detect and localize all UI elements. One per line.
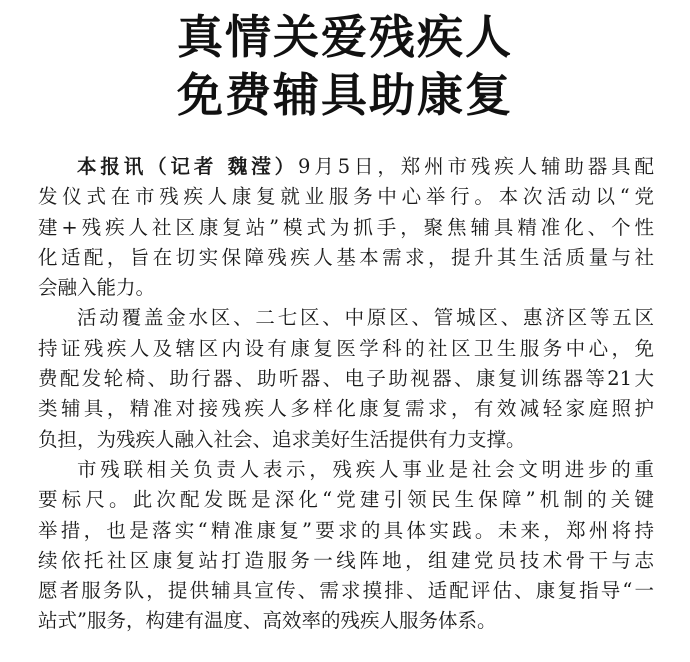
article-line: 续依托社区康复站打造服务一线阵地，组建党员技术骨干与志 bbox=[38, 548, 654, 572]
article-line: 举措，也是落实“精准康复”要求的具体实践。未来，郑州将持 bbox=[38, 518, 654, 542]
article-line: 会融入能力。 bbox=[38, 276, 156, 300]
article-line: 要标尺。此次配发既是深化“党建引领民生保障”机制的关键 bbox=[38, 488, 654, 512]
article-line-text: 9月5日，郑州市残疾人辅助器具配 bbox=[298, 155, 654, 178]
article-line: 建+残疾人社区康复站”模式为抓手，聚焦辅具精准化、个性 bbox=[38, 215, 654, 239]
headline-line-1: 真情关爱残疾人 bbox=[177, 10, 513, 64]
article-line: 站式”服务，构建有温度、高效率的残疾人服务体系。 bbox=[38, 609, 497, 633]
headline-line-2: 免费辅具助康复 bbox=[177, 68, 513, 122]
article-line: 类辅具，精准对接残疾人多样化康复需求，有效减轻家庭照护 bbox=[38, 397, 654, 421]
article-line: 费配发轮椅、助行器、助听器、电子助视器、康复训练器等21大 bbox=[38, 367, 654, 391]
article-line: 负担，为残疾人融入社会、追求美好生活提供有力支撑。 bbox=[38, 427, 526, 451]
article-line: 化适配，旨在切实保障残疾人基本需求，提升其生活质量与社 bbox=[38, 245, 654, 269]
article-line: 持证残疾人及辖区内设有康复医学科的社区卫生服务中心，免 bbox=[38, 336, 654, 360]
article-byline: 本报讯（记者 魏滢） bbox=[77, 155, 299, 178]
article-line bbox=[38, 152, 654, 182]
article-line: 发仪式在市残疾人康复就业服务中心举行。本次活动以“党 bbox=[38, 185, 654, 209]
headline bbox=[0, 8, 690, 124]
article-body bbox=[38, 152, 654, 637]
article-line: 市残联相关负责人表示，残疾人事业是社会文明进步的重 bbox=[77, 457, 654, 481]
article-line: 愿者服务队，提供辅具宣传、需求摸排、适配评估、康复指导“一 bbox=[38, 579, 654, 603]
article-line: 活动覆盖金水区、二七区、中原区、管城区、惠济区等五区 bbox=[77, 306, 654, 330]
